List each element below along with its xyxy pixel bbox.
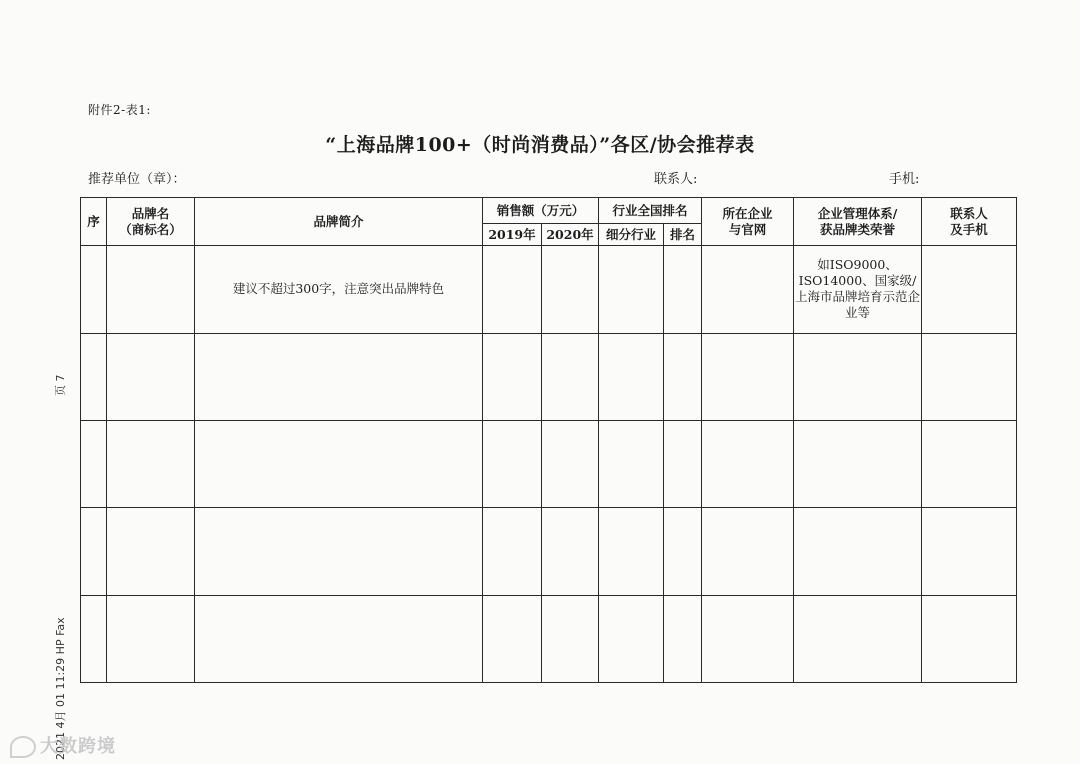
- document-title: “上海品牌100+（时尚消费品）”各区/协会推荐表: [325, 134, 755, 156]
- table-row: [81, 595, 1017, 682]
- watermark: [10, 732, 116, 758]
- honor-hint: 如ISO9000、ISO14000、国家级/上海市品牌培育示范企业等: [794, 246, 922, 333]
- header-contact: 联系人 及手机: [922, 198, 1017, 246]
- header-sales: 销售额（万元）: [483, 198, 599, 224]
- fax-stamp: 2021 4月 01 11:29 HP Fax: [54, 617, 67, 760]
- header-sub-industry: 细分行业: [599, 224, 664, 246]
- contact-label: 联系人:: [654, 172, 698, 187]
- attachment-label: 附件2-表1:: [88, 103, 151, 117]
- header-seq: 序: [81, 198, 107, 246]
- phone-label: 手机:: [889, 172, 920, 187]
- table-row: [81, 508, 1017, 595]
- recommending-unit-label: 推荐单位（章）：: [88, 172, 186, 187]
- watermark-text: 大数跨境: [40, 736, 116, 757]
- recommendation-table: [80, 197, 1017, 683]
- header-rank: 排名: [664, 224, 702, 246]
- brand-intro-hint: 建议不超过300字，注意突出品牌特色: [195, 246, 483, 333]
- header-management: 企业管理体系/ 获品牌类荣誉: [794, 198, 922, 246]
- header-brand-intro: 品牌简介: [195, 198, 483, 246]
- header-industry-rank: 行业全国排名: [599, 198, 702, 224]
- header-brand-name: 品牌名 （商标名）: [107, 198, 195, 246]
- header-sales-2020: 2020年: [542, 224, 599, 246]
- table-row: [81, 246, 1017, 333]
- header-company-site: 所在企业 与官网: [702, 198, 794, 246]
- watermark-logo-icon: [10, 736, 36, 758]
- table-row: [81, 333, 1017, 420]
- header-sales-2019: 2019年: [483, 224, 542, 246]
- table-row: [81, 420, 1017, 507]
- page-number: 页 7: [54, 374, 67, 396]
